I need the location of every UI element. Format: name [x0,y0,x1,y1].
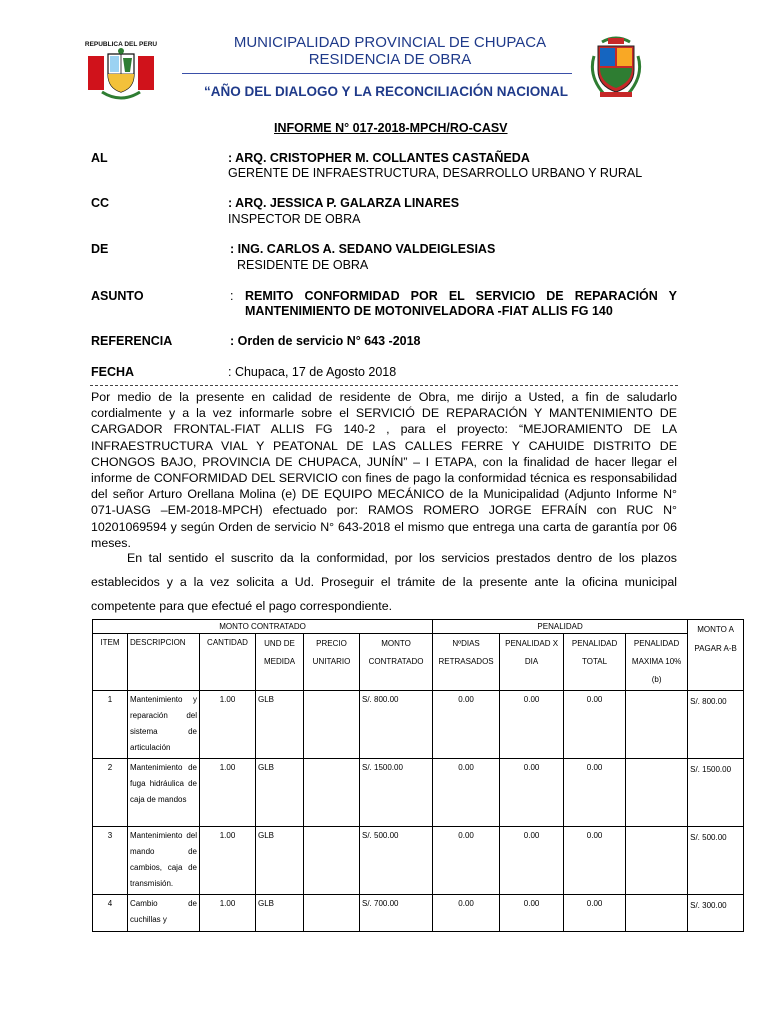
fecha-label: FECHA [91,365,135,379]
cell-ptotal: 0.00 [564,759,626,827]
cell-cantidad: 1.00 [200,895,256,932]
header-monto-contratado: MONTO CONTRATADO [360,634,433,691]
referencia-value: : Orden de servicio N° 643 -2018 [230,334,421,348]
cc-role: INSPECTOR DE OBRA [228,212,361,226]
cell-pagar: S/. 500.00 [688,827,744,895]
header-rule [182,73,572,74]
fecha-value: : Chupaca, 17 de Agosto 2018 [228,365,397,379]
cell-precio [304,691,360,759]
cell-ndias: 0.00 [433,691,500,759]
cell-item: 2 [93,759,128,827]
header-cantidad: CANTIDAD [200,634,256,691]
header-penalidad-maxima: PENALIDAD MAXIMA 10% (b) [626,634,688,691]
office-name: RESIDENCIA DE OBRA [308,51,472,68]
de-label: DE [91,242,109,256]
cell-descripcion: Mantenimiento y reparación del sistema de articulación [128,691,200,759]
peru-coat-of-arms-icon [80,34,162,104]
cell-pagar: S/. 1500.00 [688,759,744,827]
table-row [93,895,744,932]
cell-precio [304,895,360,932]
table-row [93,827,744,895]
cell-monto: S/. 800.00 [360,691,433,759]
cell-monto: S/. 1500.00 [360,759,433,827]
cell-cantidad: 1.00 [200,827,256,895]
table-group-header [93,620,744,634]
group-monto-contratado: MONTO CONTRATADO [93,620,433,634]
cell-precio [304,827,360,895]
municipality-name: MUNICIPALIDAD PROVINCIAL DE CHUPACA [233,34,547,51]
group-penalidad: PENALIDAD [433,620,688,634]
de-role: RESIDENTE DE OBRA [237,258,369,272]
separator-rule [90,385,678,386]
cell-monto: S/. 500.00 [360,827,433,895]
cc-name: : ARQ. JESSICA P. GALARZA LINARES [228,196,460,210]
cell-ndias: 0.00 [433,759,500,827]
cell-pmax [626,827,688,895]
al-role: GERENTE DE INFRAESTRUCTURA, DESARROLLO URBANO Y RURAL [228,166,643,180]
seal-lettering: REPUBLICA DEL PERU [84,41,158,48]
cell-pmax [626,759,688,827]
cell-descripcion: Mantenimiento de fuga hidráulica de caja de mandos [128,759,200,827]
cell-ndias: 0.00 [433,895,500,932]
cell-cantidad: 1.00 [200,759,256,827]
cell-descripcion: Mantenimiento del mando de cambios, caja de transmisión. [128,827,200,895]
cell-und: GLB [256,691,304,759]
cell-ptotal: 0.00 [564,827,626,895]
header-precio-unitario: PRECIO UNITARIO [304,634,360,691]
table-row [93,759,744,827]
header-und-medida: UND DE MEDIDA [256,634,304,691]
cell-pxdia: 0.00 [500,895,564,932]
cell-descripcion: Cambio de cuchillas y [128,895,200,932]
cell-und: GLB [256,759,304,827]
cell-ptotal: 0.00 [564,691,626,759]
cell-und: GLB [256,827,304,895]
cell-cantidad: 1.00 [200,691,256,759]
cell-pxdia: 0.00 [500,691,564,759]
table-row [93,691,744,759]
cell-und: GLB [256,895,304,932]
payment-table [92,619,744,932]
cell-item: 1 [93,691,128,759]
cell-pmax [626,691,688,759]
al-label: AL [91,151,108,165]
cell-monto: S/. 700.00 [360,895,433,932]
table-column-header [93,634,744,691]
report-title: INFORME N° 017-2018-MPCH/RO-CASV [274,121,508,135]
header-monto-a-pagar: MONTO A PAGAR A-B [688,620,744,691]
municipal-seal-icon [588,36,644,98]
asunto-line2: MANTENIMIENTO DE MOTONIVELADORA -FIAT ALLIS FG 140 [245,304,613,318]
cell-pagar: S/. 300.00 [688,895,744,932]
body-paragraph-1: Por medio de la presente en calidad de residente de Obra, me dirijo a Usted, a fin de saludarlo cordialmente y a la vez informarle sobre el SERVICIÓ DE REPARACIÓN Y MANTENIMIENTO DE CARGADOR FRONTAL-FIAT ALLIS FG 140-2 , para el proyecto: “MEJORAMIENTO DE LA INFRAESTRUCTURA VIAL Y PEATONAL DE LAS CALLES FERRE Y CAHUIDE DISTRITO DE CHONGOS BAJO, PROVINCIA DE CHUPACA, JUNÍN” – I ETAPA, con la finalidad de hacer llegar el informe de CONFORMIDAD DEL SERVICIO con fines de pago la conformidad técnica es responsabilidad del señor Arturo Orellana Molina (e) DE EQUIPO MECÁNICO de la Municipalidad (Adjunto Informe N° 071-UASG –EM-2018-MPCH) efectuado por: RAMOS ROMERO JORGE EFRAÍN con RUC N° 10201069594 y según Orden de servicio N° 643-2018 el mismo que entrega una carta de garantía por 06 meses. [91,390,677,550]
cell-precio [304,759,360,827]
header-penalidad-total: PENALIDAD TOTAL [564,634,626,691]
cell-pxdia: 0.00 [500,759,564,827]
asunto-colon: : [230,289,234,303]
asunto-line1: REMITO CONFORMIDAD POR EL SERVICIO DE REPARACIÓN Y [245,289,677,303]
year-motto: “AÑO DEL DIALOGO Y LA RECONCILIACIÓN NACIONAL [204,84,569,99]
cell-item: 3 [93,827,128,895]
cell-pmax [626,895,688,932]
header-item: ITEM [93,634,128,691]
cell-item: 4 [93,895,128,932]
cell-ndias: 0.00 [433,827,500,895]
cell-pxdia: 0.00 [500,827,564,895]
cc-label: CC [91,196,110,210]
cell-pagar: S/. 800.00 [688,691,744,759]
header-descripcion: DESCRIPCION [128,634,200,691]
asunto-label: ASUNTO [91,289,144,303]
body-paragraph-2: En tal sentido el suscrito da la conformidad, por los servicios prestados dentro de los plazos establecidos y a la vez solicita a Ud. Proseguir el trámite de la presente ante la oficina municipal competente para que efectué el pago correspondiente. [91,551,677,613]
de-name: : ING. CARLOS A. SEDANO VALDEIGLESIAS [230,242,496,256]
header-ndias-retrasados: NºDIAS RETRASADOS [433,634,500,691]
referencia-label: REFERENCIA [91,334,173,348]
cell-ptotal: 0.00 [564,895,626,932]
header-penalidad-x-dia: PENALIDAD X DIA [500,634,564,691]
al-name: : ARQ. CRISTOPHER M. COLLANTES CASTAÑEDA [228,151,530,165]
